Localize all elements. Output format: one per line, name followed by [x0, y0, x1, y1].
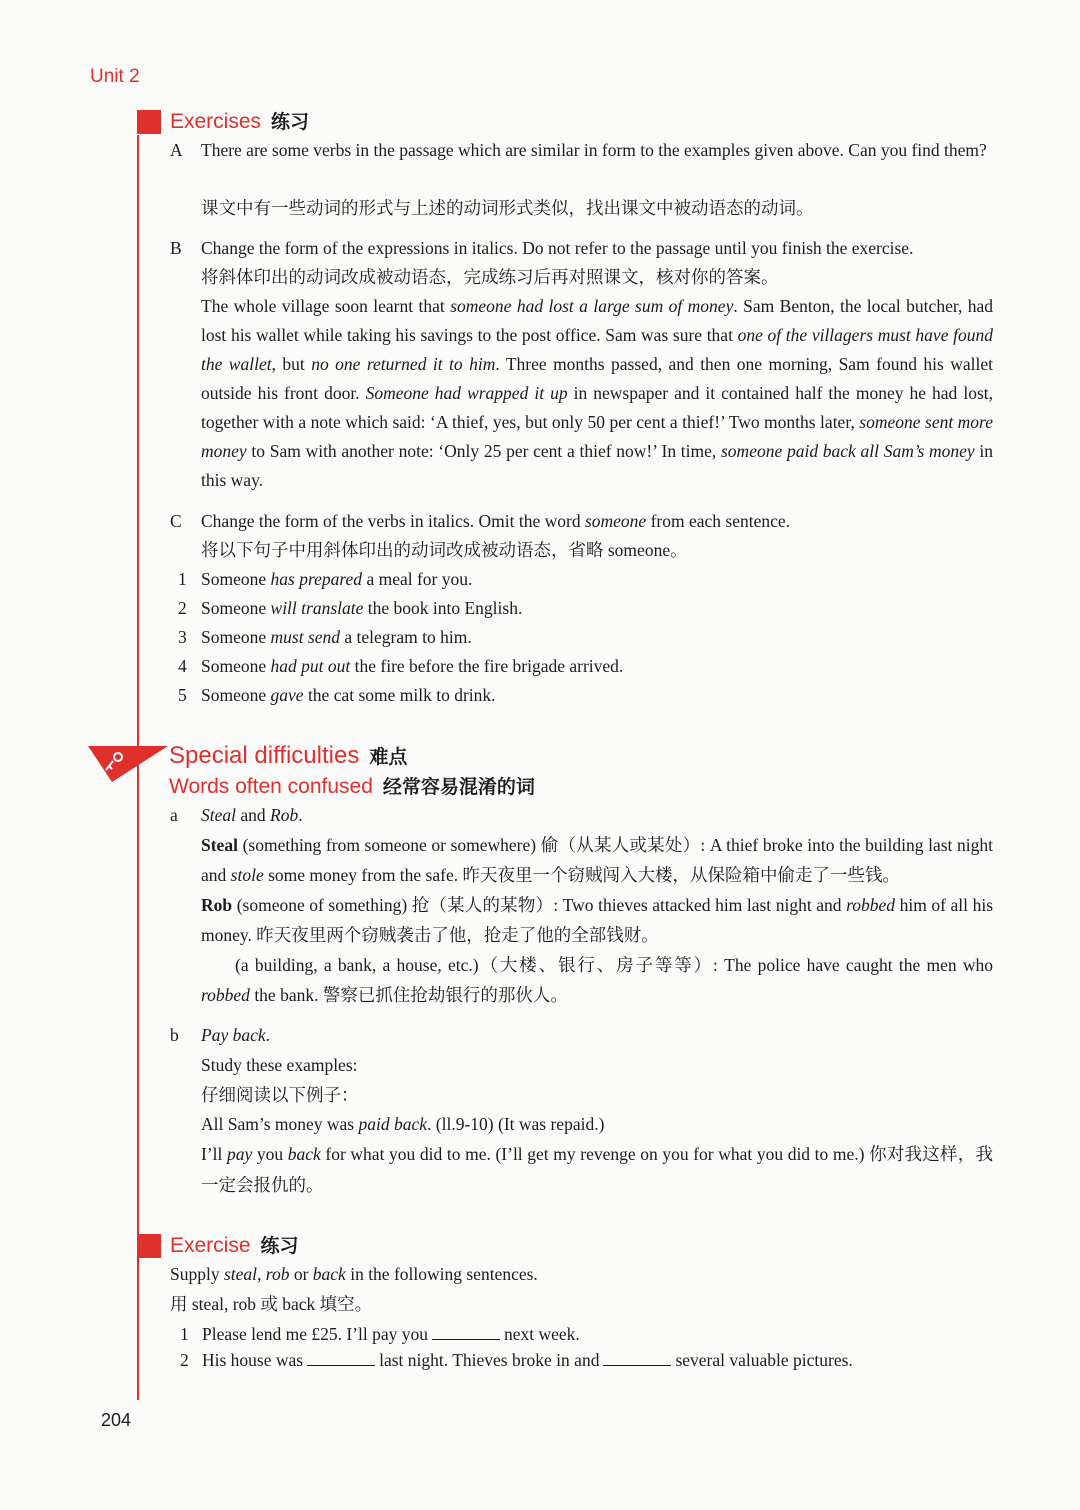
answer-blank[interactable] — [603, 1351, 671, 1366]
special-b-heading: Pay back. — [201, 1025, 270, 1045]
special-subheading — [169, 772, 535, 799]
answer-blank[interactable] — [432, 1325, 500, 1340]
exercise-c-instruction-zh: 将以下句子中用斜体印出的动词改成被动语态，省略 someone。 — [201, 540, 688, 560]
section-marker — [137, 110, 161, 134]
list-item: His house was last night. Thieves broke in and several valuable pictures. — [202, 1350, 853, 1370]
exercise-c-label: C — [170, 511, 182, 531]
exercise-b-instruction-zh: 将斜体印出的动词改成被动语态，完成练习后再对照课文，核对你的答案。 — [201, 267, 779, 287]
exercise-a-label: A — [170, 140, 183, 160]
exercise-heading — [170, 1231, 299, 1258]
steal-definition: Steal (something from someone or somewhere) 偷（从某人或某处）: A thief broke into the building last night and stole some money from the safe. 昨天夜里一个窃贼闯入大楼，从保险箱中偷走了一些钱。 — [201, 835, 993, 885]
exercises-heading — [170, 107, 309, 134]
special-heading — [169, 742, 407, 770]
exercise-title: Exercise — [170, 1234, 251, 1257]
special-subtitle: Words often confused — [169, 775, 373, 798]
special-a-heading: Steal and Rob. — [201, 805, 303, 825]
example-1: All Sam’s money was paid back. (ll.9-10) (It was repaid.) — [201, 1114, 605, 1134]
list-item: Please lend me £25. I’ll pay you next week. — [202, 1324, 580, 1344]
study-examples: Study these examples: — [201, 1055, 358, 1075]
exercise-a-text-zh: 课文中有一些动词的形式与上述的动词形式类似，找出课文中被动语态的动词。 — [201, 198, 814, 218]
unit-label: Unit 2 — [90, 66, 140, 87]
list-item-number: 1 — [180, 1324, 189, 1344]
exercise-b-label: B — [170, 238, 182, 258]
list-item: Someone has prepared a meal for you. — [201, 569, 473, 589]
list-item-number: 1 — [178, 569, 187, 589]
special-a-label: a — [170, 805, 178, 825]
exercise-title-zh: 练习 — [260, 1235, 299, 1257]
answer-blank[interactable] — [307, 1351, 375, 1366]
exercise-b-instruction: Change the form of the expressions in italics. Do not refer to the passage until you finish the exercise. — [201, 238, 914, 258]
special-b-label: b — [170, 1025, 179, 1045]
exercise-instruction: Supply steal, rob or back in the following sentences. — [170, 1264, 538, 1284]
page-number: 204 — [101, 1410, 132, 1430]
list-item-number: 2 — [178, 598, 187, 618]
rob-definition: Rob (someone of something) 抢（某人的某物）: Two thieves attacked him last night and robbed him of all his money. 昨天夜里两个窃贼袭击了他，抢走了他的全部钱财。 — [201, 895, 993, 945]
list-item-number: 4 — [178, 656, 187, 676]
special-title-zh: 难点 — [369, 746, 408, 768]
list-item: Someone had put out the fire before the fire brigade arrived. — [201, 656, 624, 676]
exercises-title: Exercises — [170, 110, 262, 133]
list-item-number: 3 — [178, 627, 187, 647]
study-examples-zh: 仔细阅读以下例子： — [201, 1085, 359, 1105]
special-subtitle-zh: 经常容易混淆的词 — [382, 776, 535, 798]
list-item-number: 2 — [180, 1350, 189, 1370]
list-item-number: 5 — [178, 685, 187, 705]
exercise-a-text: There are some verbs in the passage which are similar in form to the examples given above. Can you find them? — [201, 140, 987, 160]
key-icon — [88, 742, 170, 784]
special-title: Special difficulties — [169, 742, 360, 769]
list-item: Someone will translate the book into English. — [201, 598, 523, 618]
exercise-c-instruction: Change the form of the verbs in italics. Omit the word someone from each sentence. — [201, 511, 790, 531]
section-marker — [137, 1234, 161, 1258]
example-2: I’ll pay you back for what you did to me. (I’ll get my revenge on you for what you did to me.) 你对我这样，我一定会报仇的。 — [201, 1144, 993, 1195]
exercise-b-passage: The whole village soon learnt that someone had lost a large sum of money. Sam Benton, the local butcher, had lost his wallet while taking his savings to the post office. Sam was sure that one of the villagers must have found the wallet, but no one returned it to him. Three months passed, and then one morning, Sam found his wallet outside his front door. Someone had wrapped it up in newspaper and it contained half the money he had lost, together with a note which said: ‘A thief, yes, but only 50 per cent a thief!’ Two months later, someone sent more money to Sam with another note: ‘Only 25 per cent a thief now!’ In time, someone paid back all Sam’s money in this way. — [201, 296, 994, 490]
list-item: Someone gave the cat some milk to drink. — [201, 685, 496, 705]
list-item: Someone must send a telegram to him. — [201, 627, 472, 647]
rob-definition-2: (a building, a bank, a house, etc.)（大楼、银行、房子等等）: The police have caught the men who robbed the bank. 警察已抓住抢劫银行的那伙人。 — [201, 955, 993, 1005]
exercise-instruction-zh: 用 steal, rob 或 back 填空。 — [170, 1294, 373, 1314]
exercises-title-zh: 练习 — [271, 111, 310, 133]
